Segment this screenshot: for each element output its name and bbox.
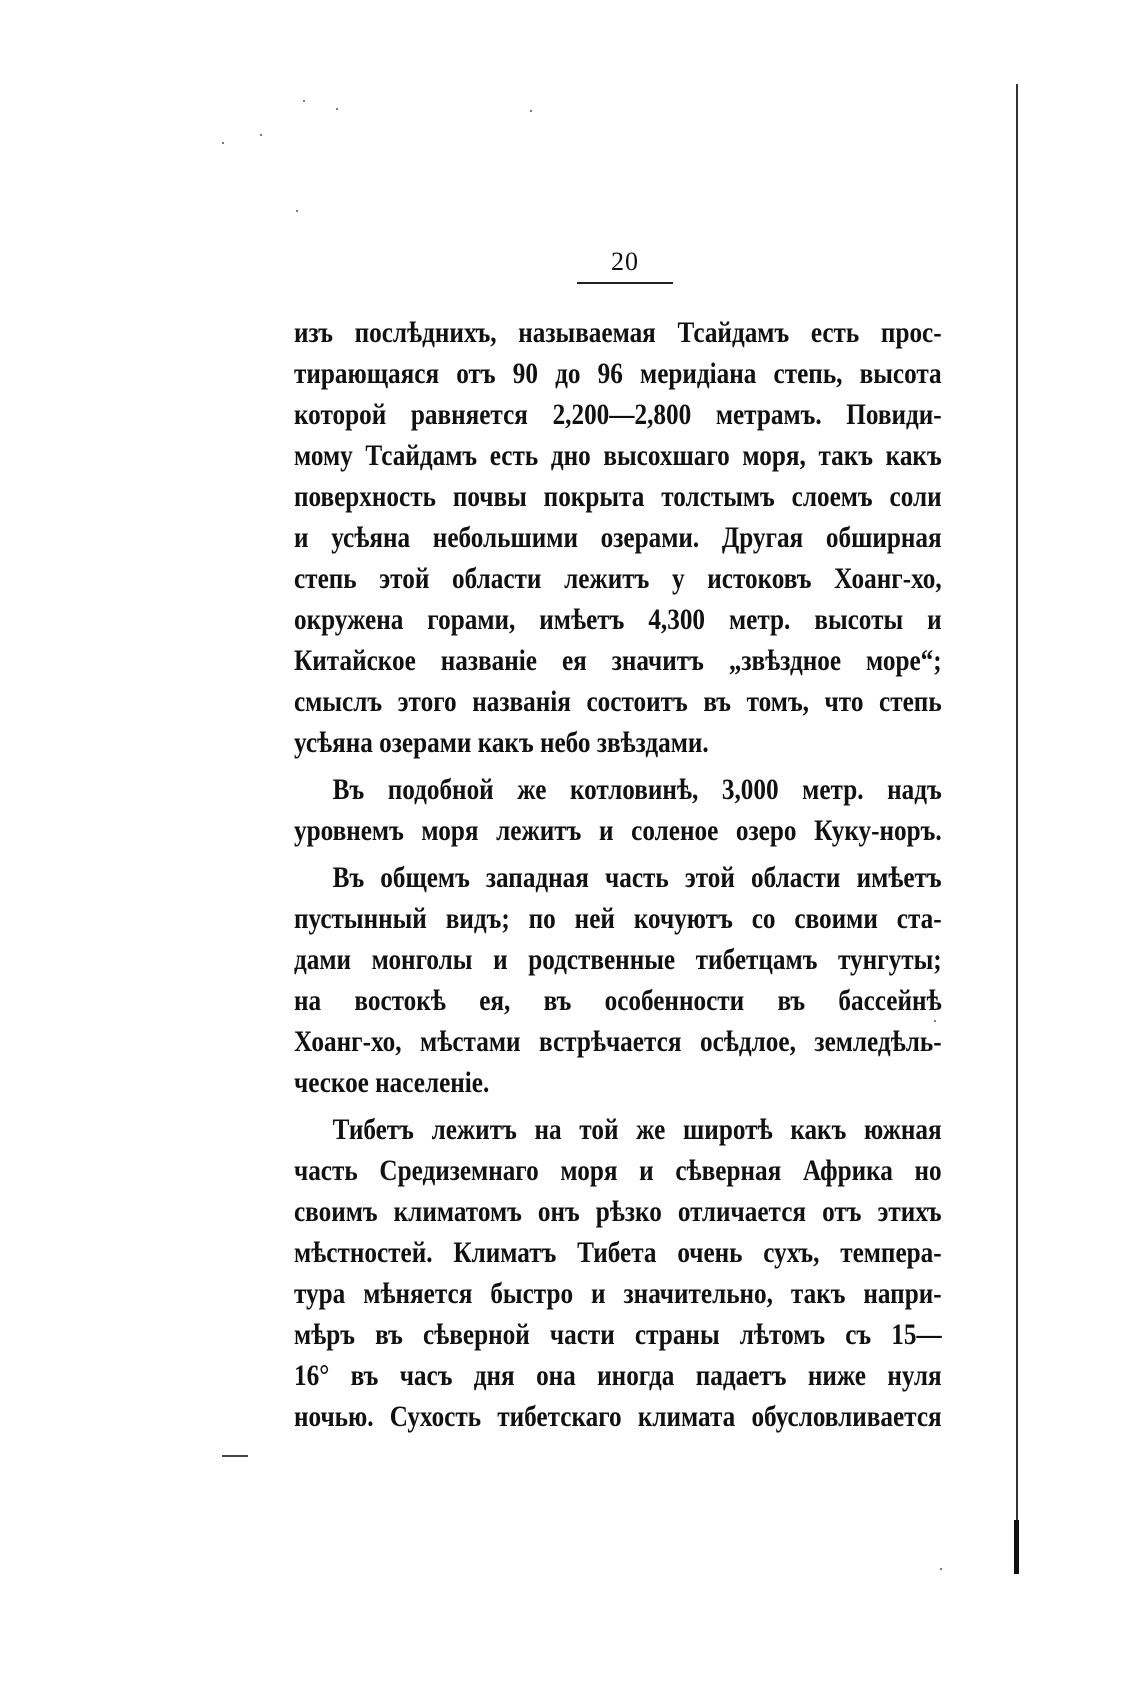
text-line: часть Средиземнаго моря и сѣверная Африка но xyxy=(294,1154,942,1187)
text-line: пустынный видъ; по ней кочуютъ со своими ста- xyxy=(294,902,942,935)
print-speck xyxy=(296,210,298,212)
text-line: ческое населеніе. xyxy=(294,1066,490,1099)
body-text xyxy=(294,312,942,1437)
text-line: мому Тсайдамъ есть дно высохшаго моря, такъ какъ xyxy=(294,439,942,472)
text-line: Китайское названіе ея значитъ „звѣздное море“; xyxy=(294,644,942,677)
text-line: степь этой области лежитъ у истоковъ Хоанг-хо, xyxy=(294,562,942,595)
text-line: усѣяна озерами какъ небо звѣздами. xyxy=(294,726,709,759)
text-line: которой равняется 2,200—2,800 метрамъ. Повиди- xyxy=(294,398,942,431)
text-line: уровнемъ моря лежитъ и соленое озеро Куку-норъ. xyxy=(294,814,942,847)
text-line: смыслъ этого названія состоитъ въ томъ, что степь xyxy=(294,685,942,718)
page-number: 20 xyxy=(611,247,639,276)
print-speck xyxy=(336,108,338,110)
text-line: изъ послѣднихъ, называемая Тсайдамъ есть прос- xyxy=(294,316,942,349)
page-number-underline xyxy=(577,282,673,284)
text-line: своимъ климатомъ онъ рѣзко отличается отъ этихъ xyxy=(294,1195,942,1228)
scan-margin-rule-heavy xyxy=(1014,1520,1019,1574)
text-line: Тибетъ лежитъ на той же широтѣ какъ южная xyxy=(332,1113,942,1146)
print-speck xyxy=(303,100,305,102)
text-line: мѣстностей. Климатъ Тибета очень сухъ, темпера- xyxy=(294,1236,942,1269)
text-line: тура мѣняется быстро и значительно, такъ напри- xyxy=(294,1277,942,1310)
text-line: ночью. Сухость тибетскаго климата обусловливается xyxy=(294,1400,942,1433)
text-line: 16° въ часъ дня она иногда падаетъ ниже нуля xyxy=(294,1359,942,1392)
text-line: поверхность почвы покрыта толстымъ слоемъ соли xyxy=(294,480,942,513)
scan-margin-rule xyxy=(1016,84,1018,1574)
text-line: окружена горами, имѣетъ 4,300 метр. высоты и xyxy=(294,603,942,636)
print-speck xyxy=(530,110,532,112)
text-line: на востокѣ ея, въ особенности въ бассейнѣ xyxy=(294,984,942,1017)
text-line: дами монголы и родственные тибетцамъ тунгуты; xyxy=(294,943,942,976)
print-speck xyxy=(260,134,262,136)
text-line: Въ подобной же котловинѣ, 3,000 метр. надъ xyxy=(332,773,942,806)
print-speck xyxy=(222,142,224,144)
text-line: мѣръ въ сѣверной части страны лѣтомъ съ 15— xyxy=(294,1318,942,1351)
print-speck xyxy=(940,1568,942,1570)
text-line: Хоанг-хо, мѣстами встрѣчается осѣдлое, земледѣль- xyxy=(294,1025,942,1058)
text-line: Въ общемъ западная часть этой области имѣетъ xyxy=(332,861,942,894)
text-line: тирающаяся отъ 90 до 96 меридіана степь, высота xyxy=(294,357,942,390)
text-line: и усѣяна небольшими озерами. Другая обширная xyxy=(294,521,942,554)
margin-dash-mark xyxy=(222,1455,248,1457)
